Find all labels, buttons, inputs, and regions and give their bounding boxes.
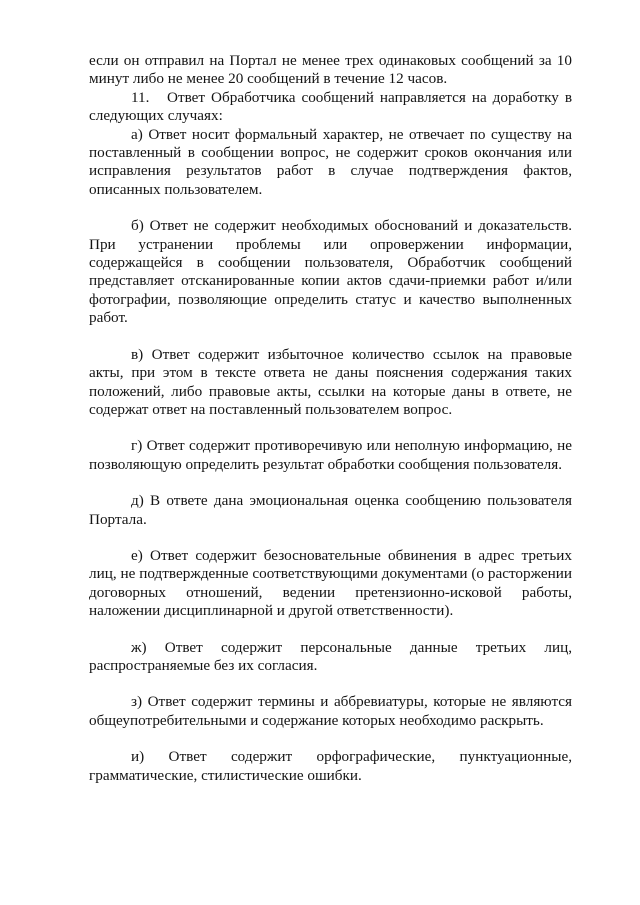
subitem-zh: ж) Ответ содержит персональные данные третьих лиц, распространяемые без их согласия. [89,638,572,674]
subitem-b: б) Ответ не содержит необходимых обоснований и доказательств. При устранении проблемы или опровержении информации, содержащейся в сообщении пользователя, Обработчик сообщений представляет отсканированные копии актов сдачи-приемки работ и/или фотографии, позволяющие определить статус и качество выполненных работ. [89,217,572,327]
item-number: 11. [131,88,150,106]
document-page [89,52,572,785]
subitem-i: и) Ответ содержит орфографические, пунктуационные, грамматические, стилистические ошибки. [89,748,572,784]
subitem-a: а) Ответ носит формальный характер, не отвечает по существу на поставленный в сообщении вопрос, не содержит сроков окончания или исправления результатов работ в случае подтверждения фактов, описанных пользователем. [89,125,572,198]
item-11-paragraph [89,89,572,126]
subitem-v: в) Ответ содержит избыточное количество ссылок на правовые акты, при этом в тексте ответа не даны пояснения содержания таких положений, либо правовые акты, ссылки на которые даны в ответе, не содержат ответ на поставленный пользователем вопрос. [89,345,572,418]
subitem-z: з) Ответ содержит термины и аббревиатуры, которые не являются общеупотребительными и содержание которых необходимо раскрыть. [89,693,572,729]
subitem-d: д) В ответе дана эмоциональная оценка сообщению пользователя Портала. [89,492,572,528]
continuation-paragraph: если он отправил на Портал не менее трех одинаковых сообщений за 10 минут либо не менее 20 сообщений в течение 12 часов. [89,52,572,88]
item-11-text: Ответ Обработчика сообщений направляется на доработку в следующих случаях: [89,88,572,125]
subitem-g: г) Ответ содержит противоречивую или неполную информацию, не позволяющую определить результат обработки сообщения пользователя. [89,437,572,473]
subitem-e: е) Ответ содержит безосновательные обвинения в адрес третьих лиц, не подтвержденные соответствующими документами (о расторжении договорных отношений, ведении претензионно-исковой работы, наложении дисциплинарной и другой ответственности). [89,546,572,620]
